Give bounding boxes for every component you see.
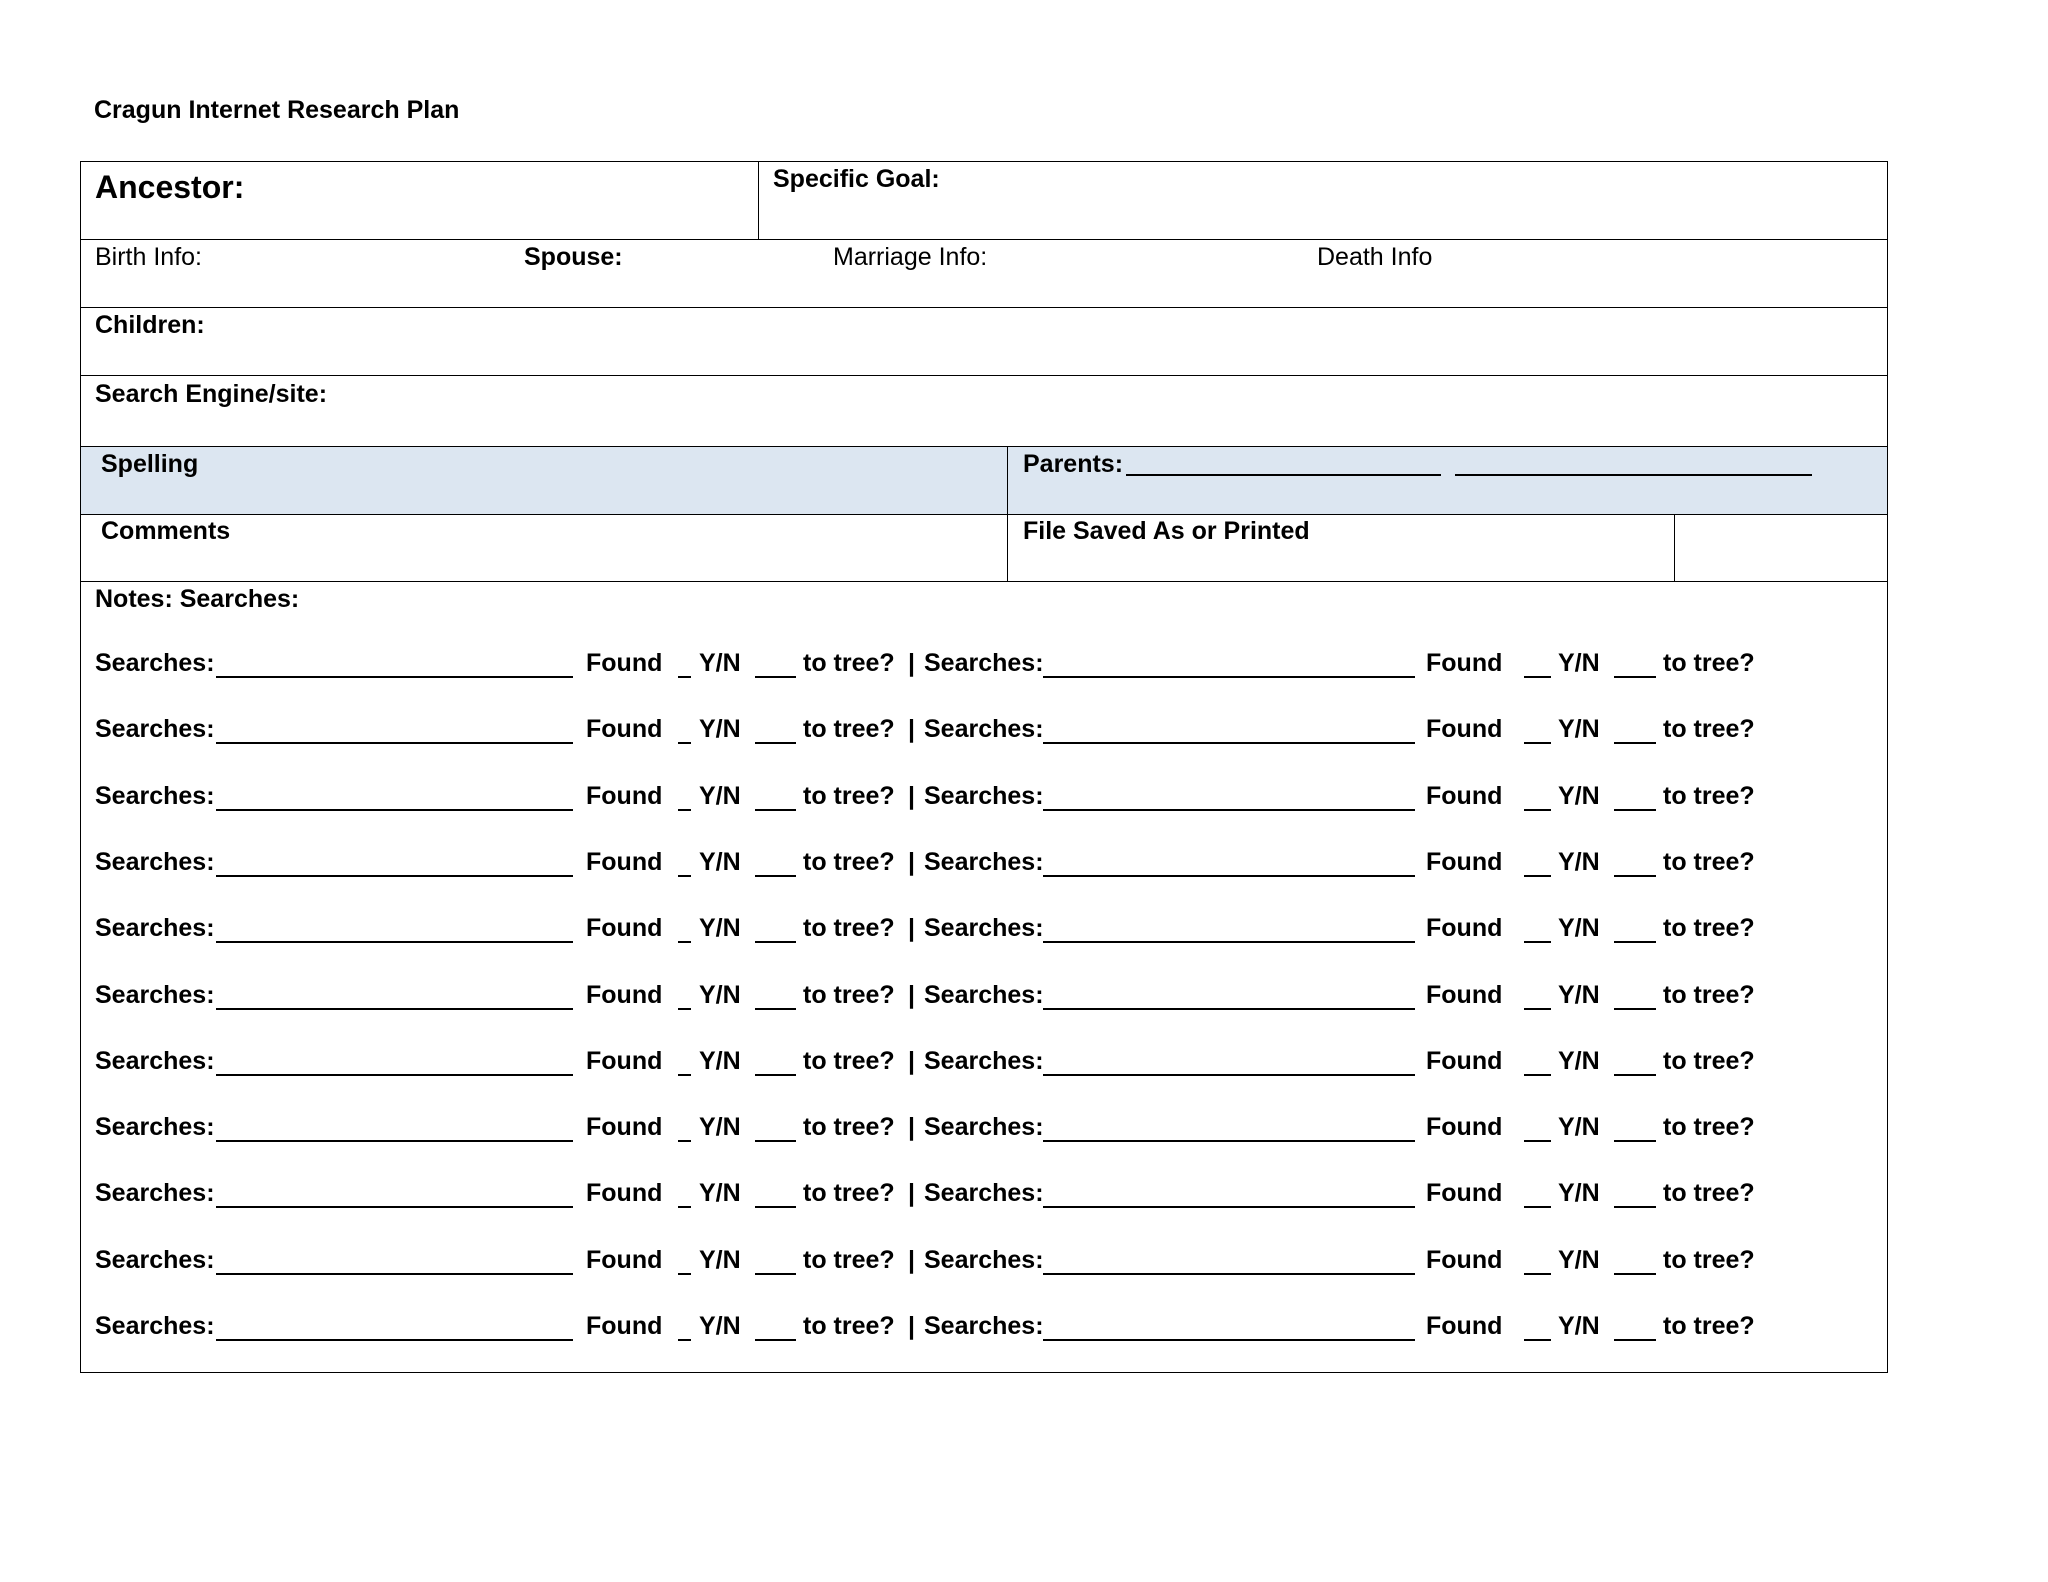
column-divider — [1007, 446, 1008, 581]
row-divider — [81, 514, 1887, 515]
to-tree-label: to tree? — [1663, 1046, 1755, 1075]
searches-blank — [1043, 676, 1415, 678]
yn-label: Y/N — [1558, 781, 1600, 810]
to-tree-label: to tree? — [803, 1113, 895, 1142]
yn-label: Y/N — [1558, 1113, 1600, 1142]
found-label: Found — [1426, 649, 1503, 677]
birth-info-label: Birth Info: — [95, 243, 202, 271]
to-tree-label: to tree? — [1663, 914, 1755, 943]
row-separator: | — [908, 715, 915, 744]
yn-blank — [755, 1339, 796, 1341]
found-label: Found — [586, 1312, 663, 1340]
to-tree-label: to tree? — [803, 649, 895, 677]
to-tree-label: to tree? — [1663, 781, 1755, 810]
found-blank — [678, 1339, 691, 1341]
found-label: Found — [586, 980, 663, 1009]
yn-blank — [1614, 1140, 1656, 1142]
yn-blank — [755, 1074, 796, 1076]
to-tree-label: to tree? — [1663, 649, 1755, 677]
yn-label: Y/N — [1558, 649, 1600, 677]
yn-blank — [1614, 676, 1656, 678]
comments-label: Comments — [101, 517, 231, 545]
searches-blank — [216, 1008, 573, 1010]
yn-label: Y/N — [1558, 1046, 1600, 1075]
found-label: Found — [586, 781, 663, 810]
to-tree-label: to tree? — [803, 1179, 895, 1208]
searches-blank — [216, 1206, 573, 1208]
yn-blank — [755, 1273, 796, 1275]
searches-blank — [1043, 809, 1415, 811]
found-label: Found — [586, 649, 663, 677]
searches-label: Searches: — [924, 980, 1044, 1009]
row-separator: | — [908, 1245, 915, 1274]
to-tree-label: to tree? — [1663, 847, 1755, 876]
column-divider — [1674, 514, 1675, 581]
yn-label: Y/N — [699, 649, 741, 677]
notes-label: Notes: Searches: — [95, 585, 300, 613]
yn-blank — [1614, 941, 1656, 943]
searches-blank — [1043, 1273, 1415, 1275]
yn-label: Y/N — [1558, 980, 1600, 1009]
death-info-label: Death Info — [1317, 243, 1433, 271]
yn-label: Y/N — [1558, 1312, 1600, 1340]
yn-label: Y/N — [1558, 1179, 1600, 1208]
searches-label: Searches: — [924, 1179, 1044, 1208]
searches-label: Searches: — [95, 649, 215, 677]
yn-label: Y/N — [699, 1245, 741, 1274]
searches-blank — [216, 809, 573, 811]
found-blank — [1524, 1339, 1551, 1341]
to-tree-label: to tree? — [803, 1245, 895, 1274]
searches-label: Searches: — [924, 847, 1044, 876]
specific-goal-label: Specific Goal: — [773, 165, 940, 193]
found-blank — [678, 941, 691, 943]
to-tree-label: to tree? — [803, 715, 895, 744]
searches-label: Searches: — [95, 1312, 215, 1340]
to-tree-label: to tree? — [803, 1046, 895, 1075]
yn-blank — [1614, 1206, 1656, 1208]
found-label: Found — [1426, 1245, 1503, 1274]
found-blank — [1524, 676, 1551, 678]
found-blank — [678, 1273, 691, 1275]
search-row — [81, 717, 1887, 751]
row-separator: | — [908, 914, 915, 943]
search-row — [81, 1046, 1887, 1083]
yn-blank — [755, 875, 796, 877]
searches-blank — [1043, 1008, 1415, 1010]
yn-label: Y/N — [1558, 715, 1600, 744]
row-separator: | — [908, 649, 915, 677]
search-engine-label: Search Engine/site: — [95, 380, 328, 408]
document-title: Cragun Internet Research Plan — [94, 96, 460, 124]
research-plan-form — [80, 161, 1888, 1373]
parents-label: Parents: — [1023, 450, 1124, 478]
spelling-parents-shade — [81, 446, 1887, 514]
search-row — [81, 916, 1887, 950]
search-row — [81, 1314, 1887, 1348]
found-label: Found — [1426, 847, 1503, 876]
spelling-label: Spelling — [101, 450, 199, 478]
to-tree-label: to tree? — [1663, 1113, 1755, 1142]
to-tree-label: to tree? — [1663, 980, 1755, 1009]
to-tree-label: to tree? — [803, 980, 895, 1009]
row-separator: | — [908, 1113, 915, 1142]
row-divider — [81, 446, 1887, 447]
to-tree-label: to tree? — [803, 1312, 895, 1340]
searches-blank — [1043, 1339, 1415, 1341]
to-tree-label: to tree? — [1663, 1312, 1755, 1340]
found-label: Found — [586, 1113, 663, 1142]
yn-blank — [755, 1206, 796, 1208]
to-tree-label: to tree? — [803, 781, 895, 810]
found-label: Found — [1426, 1312, 1503, 1340]
found-label: Found — [1426, 980, 1503, 1009]
searches-blank — [1043, 875, 1415, 877]
file-saved-label: File Saved As or Printed — [1023, 517, 1310, 545]
searches-label: Searches: — [924, 1312, 1044, 1340]
marriage-info-label: Marriage Info: — [833, 243, 988, 271]
searches-blank — [1043, 1140, 1415, 1142]
yn-label: Y/N — [699, 914, 741, 943]
yn-blank — [755, 1140, 796, 1142]
found-label: Found — [1426, 781, 1503, 810]
row-separator: | — [908, 1179, 915, 1208]
searches-blank — [216, 742, 573, 744]
row-separator: | — [908, 847, 915, 876]
found-label: Found — [1426, 715, 1503, 744]
searches-blank — [1043, 941, 1415, 943]
yn-label: Y/N — [699, 781, 741, 810]
searches-blank — [216, 875, 573, 877]
found-blank — [1524, 742, 1551, 744]
searches-label: Searches: — [924, 1046, 1044, 1075]
yn-blank — [1614, 1339, 1656, 1341]
searches-label: Searches: — [95, 781, 215, 810]
searches-label: Searches: — [924, 1245, 1044, 1274]
search-row — [81, 847, 1887, 884]
searches-label: Searches: — [924, 781, 1044, 810]
to-tree-label: to tree? — [803, 914, 895, 943]
yn-blank — [755, 676, 796, 678]
found-label: Found — [1426, 1113, 1503, 1142]
searches-label: Searches: — [95, 1179, 215, 1208]
found-blank — [1524, 1140, 1551, 1142]
searches-label: Searches: — [95, 847, 215, 876]
searches-label: Searches: — [95, 914, 215, 943]
found-label: Found — [1426, 1179, 1503, 1208]
found-label: Found — [586, 914, 663, 943]
yn-blank — [755, 941, 796, 943]
searches-label: Searches: — [924, 914, 1044, 943]
found-blank — [1524, 1074, 1551, 1076]
yn-label: Y/N — [699, 1046, 741, 1075]
row-divider — [81, 239, 1887, 240]
found-label: Found — [586, 715, 663, 744]
yn-blank — [1614, 1273, 1656, 1275]
searches-blank — [1043, 1074, 1415, 1076]
searches-blank — [216, 1339, 573, 1341]
yn-blank — [755, 742, 796, 744]
parents-blank-2 — [1455, 474, 1812, 476]
searches-label: Searches: — [95, 1046, 215, 1075]
found-label: Found — [586, 1179, 663, 1208]
yn-blank — [1614, 742, 1656, 744]
row-separator: | — [908, 1312, 915, 1340]
search-row — [81, 980, 1887, 1017]
row-divider — [81, 307, 1887, 308]
found-label: Found — [586, 1046, 663, 1075]
found-blank — [1524, 875, 1551, 877]
children-label: Children: — [95, 311, 205, 339]
yn-blank — [755, 1008, 796, 1010]
yn-label: Y/N — [1558, 1245, 1600, 1274]
column-divider — [758, 162, 759, 239]
found-blank — [1524, 1008, 1551, 1010]
yn-blank — [755, 809, 796, 811]
search-row — [81, 1115, 1887, 1149]
yn-label: Y/N — [699, 1113, 741, 1142]
searches-label: Searches: — [95, 1113, 215, 1142]
search-row — [81, 1245, 1887, 1282]
search-row — [81, 1181, 1887, 1215]
row-divider — [81, 375, 1887, 376]
yn-label: Y/N — [699, 847, 741, 876]
found-blank — [1524, 809, 1551, 811]
yn-blank — [1614, 809, 1656, 811]
found-blank — [678, 1140, 691, 1142]
searches-blank — [216, 1140, 573, 1142]
searches-label: Searches: — [924, 715, 1044, 744]
found-blank — [678, 676, 691, 678]
searches-blank — [1043, 742, 1415, 744]
searches-label: Searches: — [924, 649, 1044, 677]
found-label: Found — [586, 847, 663, 876]
found-blank — [678, 1074, 691, 1076]
yn-label: Y/N — [699, 1179, 741, 1208]
to-tree-label: to tree? — [803, 847, 895, 876]
searches-blank — [216, 1074, 573, 1076]
row-separator: | — [908, 1046, 915, 1075]
ancestor-label: Ancestor: — [95, 169, 245, 205]
found-label: Found — [1426, 1046, 1503, 1075]
yn-label: Y/N — [1558, 914, 1600, 943]
searches-blank — [216, 1273, 573, 1275]
to-tree-label: to tree? — [1663, 1179, 1755, 1208]
search-row — [81, 781, 1887, 818]
yn-blank — [1614, 875, 1656, 877]
found-blank — [678, 742, 691, 744]
found-label: Found — [586, 1245, 663, 1274]
searches-label: Searches: — [95, 1245, 215, 1274]
searches-blank — [1043, 1206, 1415, 1208]
parents-blank-1 — [1126, 474, 1441, 476]
row-separator: | — [908, 980, 915, 1009]
yn-blank — [1614, 1074, 1656, 1076]
row-divider — [81, 581, 1887, 582]
searches-label: Searches: — [95, 715, 215, 744]
found-label: Found — [1426, 914, 1503, 943]
found-blank — [1524, 1206, 1551, 1208]
to-tree-label: to tree? — [1663, 1245, 1755, 1274]
searches-label: Searches: — [924, 1113, 1044, 1142]
searches-blank — [216, 941, 573, 943]
yn-label: Y/N — [699, 1312, 741, 1340]
found-blank — [678, 809, 691, 811]
yn-label: Y/N — [699, 715, 741, 744]
found-blank — [678, 1206, 691, 1208]
yn-label: Y/N — [699, 980, 741, 1009]
searches-blank — [216, 676, 573, 678]
found-blank — [678, 1008, 691, 1010]
search-row — [81, 651, 1887, 685]
searches-label: Searches: — [95, 980, 215, 1009]
row-separator: | — [908, 781, 915, 810]
to-tree-label: to tree? — [1663, 715, 1755, 744]
spouse-label: Spouse: — [524, 243, 623, 271]
found-blank — [1524, 941, 1551, 943]
found-blank — [1524, 1273, 1551, 1275]
found-blank — [678, 875, 691, 877]
yn-label: Y/N — [1558, 847, 1600, 876]
yn-blank — [1614, 1008, 1656, 1010]
